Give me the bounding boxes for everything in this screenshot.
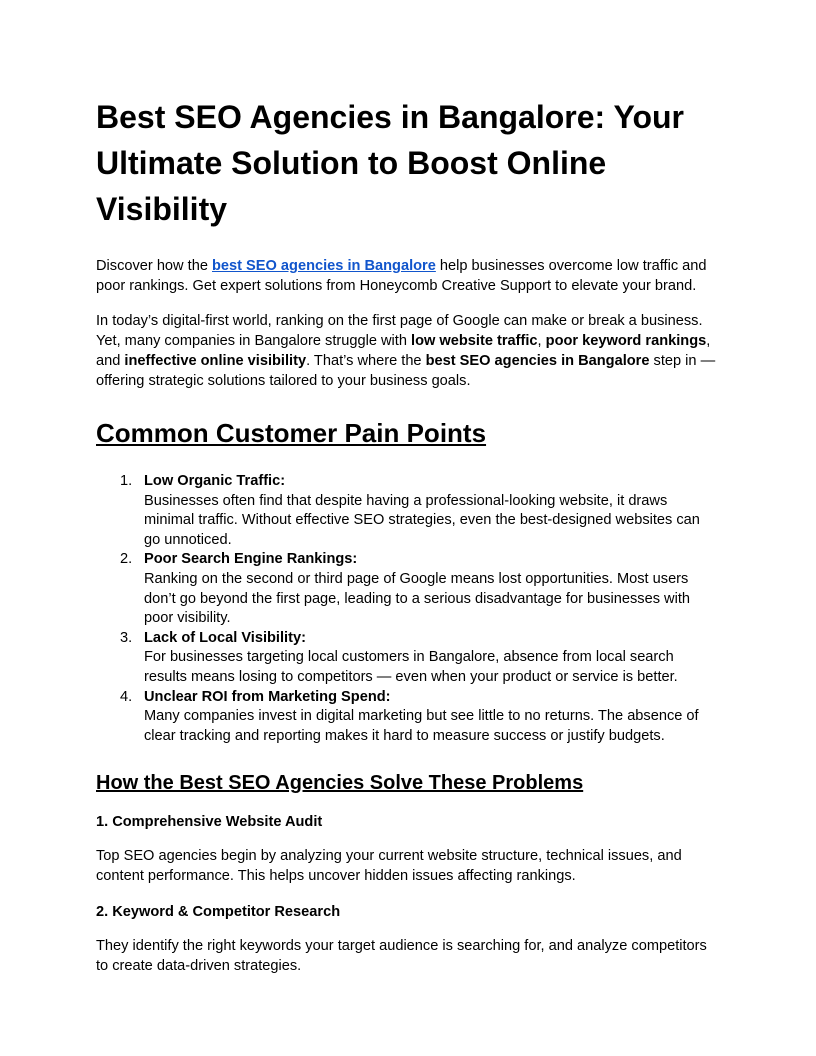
seo-agencies-link[interactable]: best SEO agencies in Bangalore <box>212 258 436 274</box>
list-item-text: Businesses often find that despite having a professional-looking website, it draws minimal traffic. Without effective SEO strategies, even the best-designed websites can go unnoticed. <box>144 492 700 548</box>
context-bold-2: poor keyword rankings <box>545 333 707 349</box>
list-item <box>120 629 720 688</box>
list-item <box>120 688 720 747</box>
solutions-heading: How the Best SEO Agencies Solve These Problems <box>96 772 584 795</box>
solution-title: 2. Keyword & Competitor Research <box>96 904 341 921</box>
context-text-5: step in — offering strategic solutions tailored to your business goals. <box>96 353 716 389</box>
context-text-1: In today’s digital-first world, ranking on the first page of Google can make or break a business. Yet, many companies in Bangalore struggle with <box>96 313 703 349</box>
list-item-text: Many companies invest in digital marketing but see little to no returns. The absence of clear tracking and reporting makes it hard to measure success or justify budgets. <box>144 708 699 744</box>
list-item-title: Poor Search Engine Rankings: <box>144 551 358 568</box>
intro-paragraph <box>96 256 720 296</box>
list-item <box>120 472 720 550</box>
context-paragraph <box>96 311 720 391</box>
list-item-number: 2. <box>120 551 133 568</box>
list-item-text: Ranking on the second or third page of Google means lost opportunities. Most users don’t go beyond the first page, leading to a serious disadvantage for businesses with poor visibility. <box>144 570 690 627</box>
context-text-3: , and <box>96 333 711 369</box>
intro-prefix: Discover how the <box>96 258 212 274</box>
list-item-number: 4. <box>120 688 133 705</box>
list-item-title: Lack of Local Visibility: <box>144 629 306 646</box>
solution-text: They identify the right keywords your target audience is searching for, and analyze competitors to create data-driven strategies. <box>96 938 707 975</box>
intro-suffix: help businesses overcome low traffic and poor rankings. Get expert solutions from Honeycomb Creative Support to elevate your brand. <box>96 258 707 294</box>
page-title: Best SEO Agencies in Bangalore: Your Ultimate Solution to Boost Online Visibility <box>96 99 684 227</box>
list-item-number: 3. <box>120 629 133 646</box>
context-text-4: . That’s where the <box>306 353 426 369</box>
solution-text: Top SEO agencies begin by analyzing your current website structure, technical issues, and content performance. This helps uncover hidden issues affecting rankings. <box>96 848 682 885</box>
context-bold-1: low website traffic <box>411 333 538 349</box>
list-item-title: Low Organic Traffic: <box>144 473 286 489</box>
solution-title: 1. Comprehensive Website Audit <box>96 814 323 831</box>
list-item-text: For businesses targeting local customers in Bangalore, absence from local search results means losing to competitors — even when your product or service is better. <box>144 649 678 685</box>
list-item-title: Unclear ROI from Marketing Spend: <box>144 688 391 705</box>
list-item-number: 1. <box>120 473 133 489</box>
pain-points-list <box>96 472 720 746</box>
context-text-2: , <box>537 333 546 349</box>
pain-points-heading: Common Customer Pain Points <box>96 418 487 448</box>
list-item <box>120 550 720 628</box>
context-bold-4: best SEO agencies in Bangalore <box>425 353 650 369</box>
context-bold-3: ineffective online visibility <box>124 353 307 369</box>
